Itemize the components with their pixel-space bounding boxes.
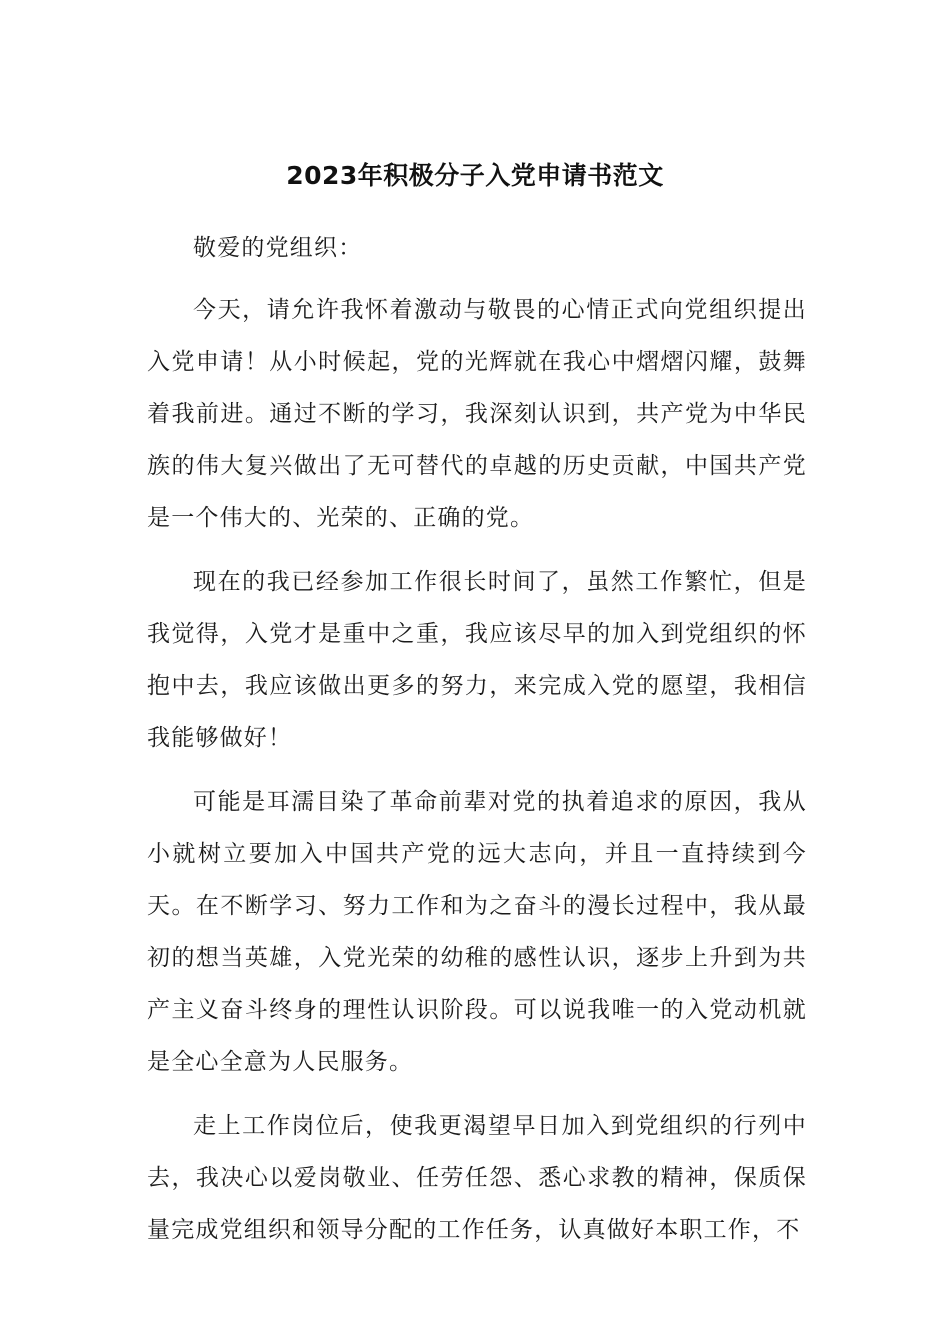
document-title: 2023年积极分子入党申请书范文 [286, 161, 664, 190]
paragraph-2: 现在的我已经参加工作很长时间了，虽然工作繁忙，但是我觉得，入党才是重中之重，我应该尽早的加入到党组织的怀抱中去，我应该做出更多的努力，来完成入党的愿望，我相信我能够做好！ [147, 569, 807, 751]
salutation: 敬爱的党组织： [193, 235, 363, 261]
paragraph-3: 可能是耳濡目染了革命前辈对党的执着追求的原因，我从小就树立要加入中国共产党的远大志向，并且一直持续到今天。在不断学习、努力工作和为之奋斗的漫长过程中，我从最初的想当英雄，入党光荣的幼稚的感性认识，逐步上升到为共产主义奋斗终身的理性认识阶段。可以说我唯一的入党动机就是全心全意为人民服务。 [147, 789, 807, 1075]
paragraph-1: 今天，请允许我怀着激动与敬畏的心情正式向党组织提出入党申请！从小时候起，党的光辉就在我心中熠熠闪耀，鼓舞着我前进。通过不断的学习，我深刻认识到，共产党为中华民族的伟大复兴做出了无可替代的卓越的历史贡献，中国共产党是一个伟大的、光荣的、正确的党。 [147, 297, 807, 531]
paragraph-4: 走上工作岗位后，使我更渴望早日加入到党组织的行列中去，我决心以爱岗敬业、任劳任怨、悉心求教的精神，保质保量完成党组织和领导分配的工作任务，认真做好本职工作，不 [147, 1113, 807, 1243]
document-body [147, 222, 807, 1268]
